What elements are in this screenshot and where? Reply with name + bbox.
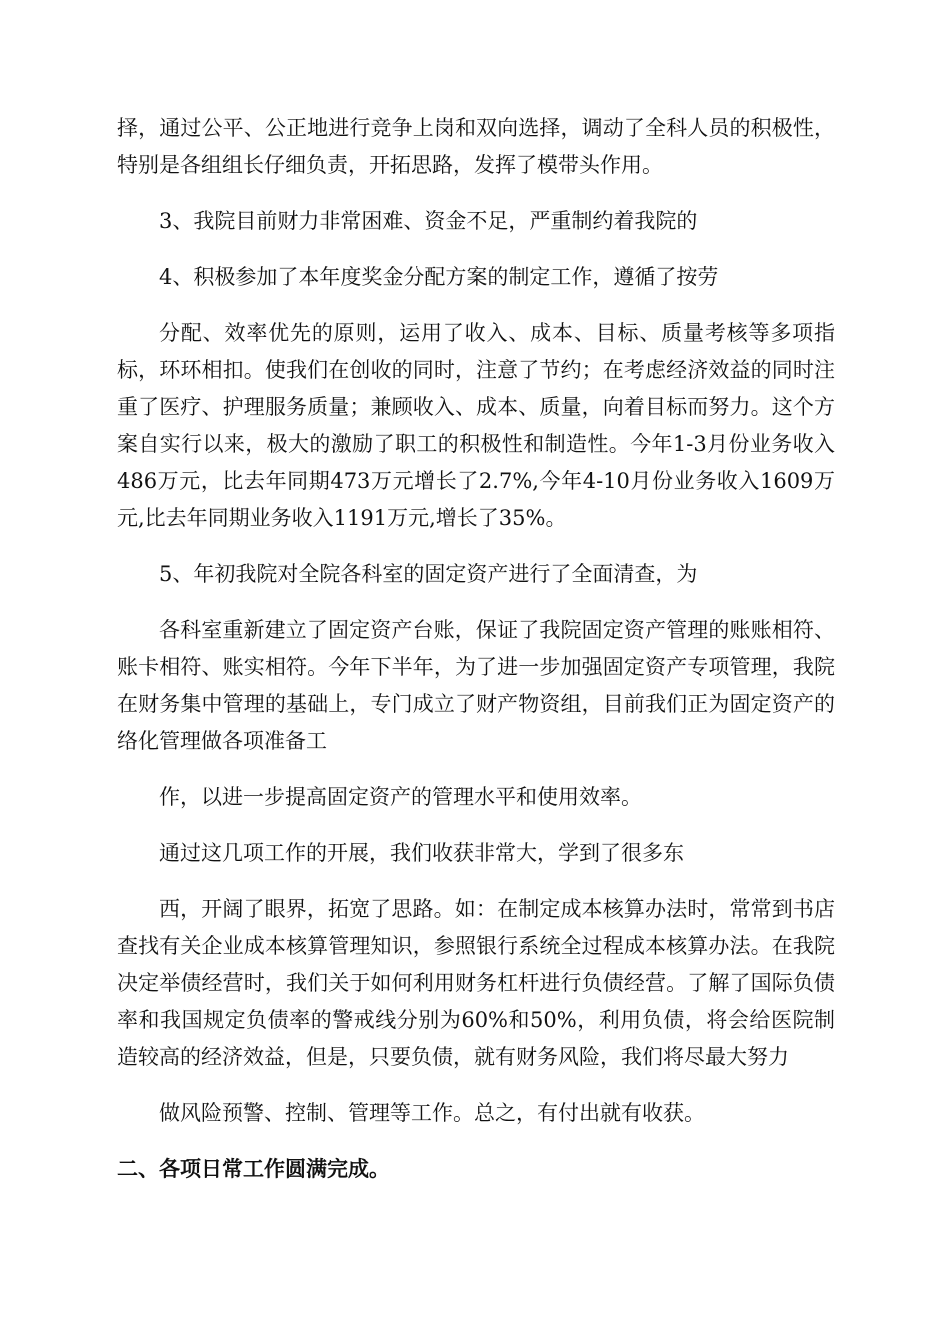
paragraph-gains: 通过这几项工作的开展，我们收获非常大，学到了很多东 <box>159 841 684 865</box>
document-body <box>117 110 835 1188</box>
paragraph-item-4: 4、积极参加了本年度奖金分配方案的制定工作，遵循了按劳 <box>159 265 719 289</box>
paragraph-risk-warning: 做风险预警、控制、管理等工作。总之，有付出就有收获。 <box>159 1101 705 1125</box>
paragraph-item-3: 3、我院目前财力非常困难、资金不足，严重制约着我院的 <box>159 209 698 233</box>
section-heading: 二、各项日常工作圆满完成。 <box>117 1157 390 1181</box>
paragraph-cost-accounting: 西，开阔了眼界，拓宽了思路。如：在制定成本核算办法时，常常到书店查找有关企业成本核算管理知识，参照银行系统全过程成本核算办法。在我院决定举债经营时，我们关于如何利用财务杠杆进行负债经营。了解了国际负债率和我国规定负债率的警戒线分别为60%和50%，利用负债，将会给医院制造较高的经济效益，但是，只要负债，就有财务风险，我们将尽最大努力 <box>117 897 835 1069</box>
paragraph-fixed-assets: 各科室重新建立了固定资产台账，保证了我院固定资产管理的账账相符、账卡相符、账实相符。今年下半年，为了进一步加强固定资产专项管理，我院在财务集中管理的基础上，专门成立了财产物资组，目前我们正为固定资产的络化管理做各项准备工 <box>117 618 835 753</box>
paragraph-asset-efficiency: 作，以进一步提高固定资产的管理水平和使用效率。 <box>159 785 642 809</box>
paragraph-item-5: 5、年初我院对全院各科室的固定资产进行了全面清查，为 <box>159 562 698 586</box>
paragraph-continued-selection: 择，通过公平、公正地进行竞争上岗和双向选择，调动了全科人员的积极性，特别是各组组长仔细负责，开拓思路，发挥了模带头作用。 <box>117 116 835 177</box>
paragraph-bonus-distribution: 分配、效率优先的原则，运用了收入、成本、目标、质量考核等多项指标，环环相扣。使我们在创收的同时，注意了节约；在考虑经济效益的同时注重了医疗、护理服务质量；兼顾收入、成本、质量，向着目标而努力。这个方案自实行以来，极大的激励了职工的积极性和制造性。今年1-3月份业务收入486万元，比去年同期473万元增长了2.7%,今年4-10月份业务收入1609万元,比去年同期业务收入1191万元,增长了35%。 <box>117 321 835 530</box>
